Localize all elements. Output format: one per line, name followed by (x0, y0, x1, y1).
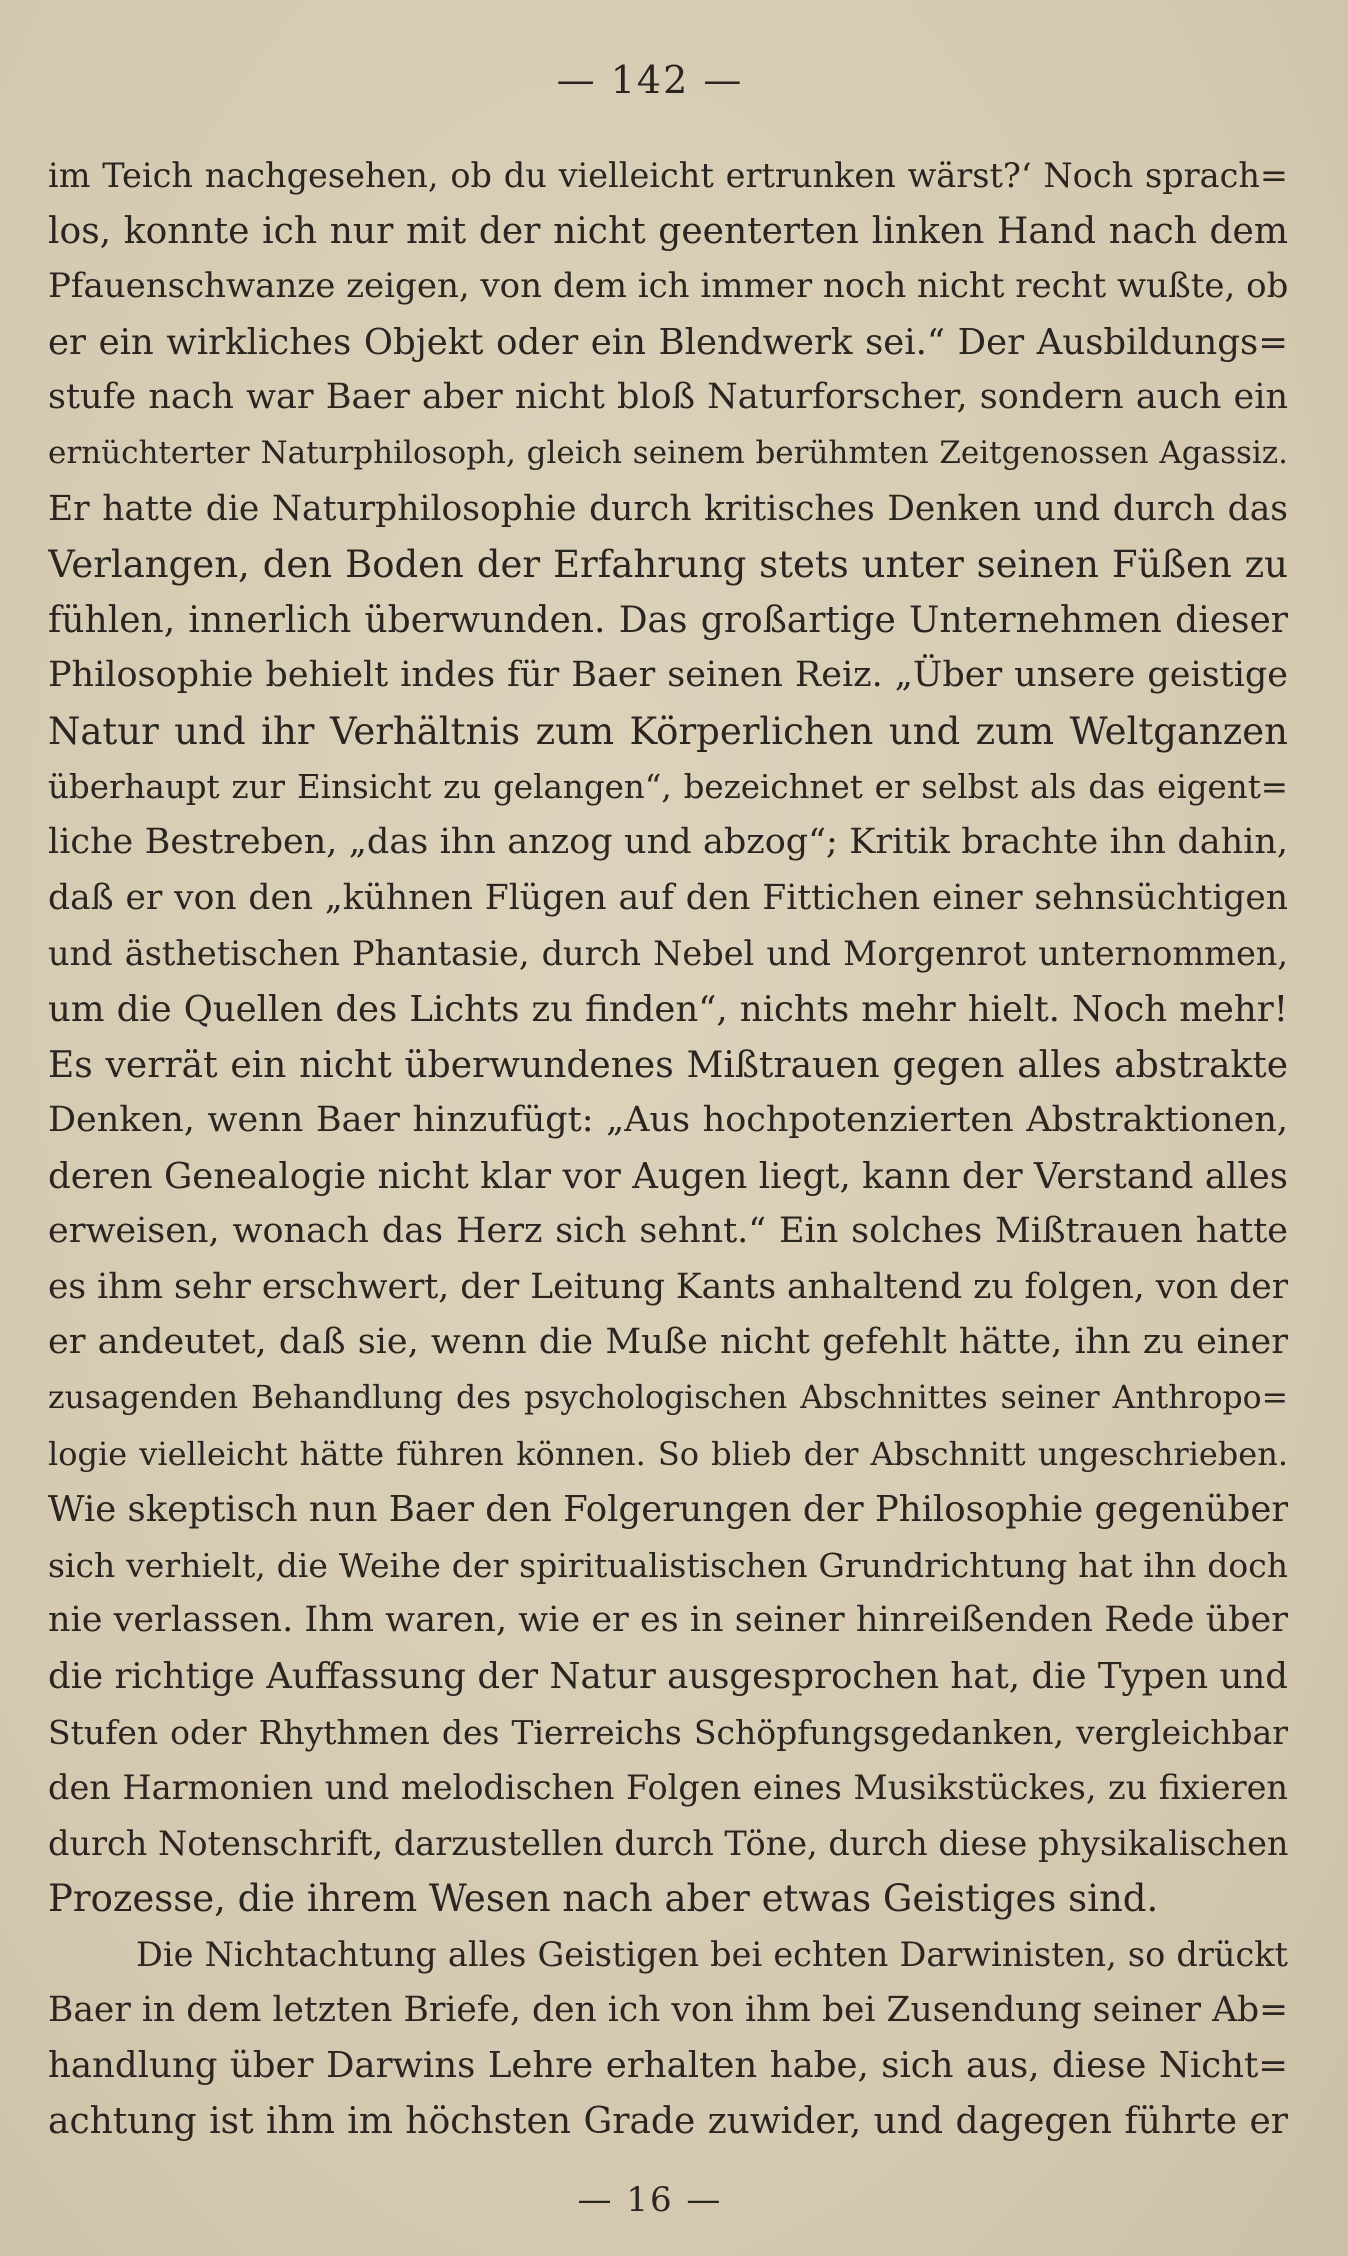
text-line: und ästhetischen Phantasie, durch Nebel und Morgenrot unternommen, (48, 934, 1288, 974)
text-line: sich verhielt, die Weihe der spiritualistischen Grundrichtung hat ihn doch (48, 1545, 1288, 1585)
text-line: es ihm sehr erschwert, der Leitung Kants anhaltend zu folgen, von der (48, 1266, 1288, 1307)
text-line: Die Nichtachtung alles Geistigen bei echten Darwinisten, so drückt (136, 1935, 1288, 1974)
text-line: daß er von den „kühnen Flügen auf den Fittichen einer sehnsüchtigen (48, 877, 1288, 918)
text-line: stufe nach war Baer aber nicht bloß Naturforscher, sondern auch ein (48, 377, 1288, 418)
text-line: nie verlassen. Ihm waren, wie er es in seiner hinreißenden Rede über (48, 1600, 1288, 1641)
text-line: im Teich nachgesehen, ob du vielleicht ertrunken wärst?‘ Noch sprach= (48, 156, 1288, 195)
text-line: um die Quellen des Lichts zu finden“, nichts mehr hielt. Noch mehr! (48, 988, 1288, 1030)
text-line: Er hatte die Naturphilosophie durch kritisches Denken und durch das (48, 488, 1288, 529)
text-line: erweisen, wonach das Herz sich sehnt.“ Ein solches Mißtrauen hatte (48, 1211, 1288, 1252)
page-number: — 142 — (556, 58, 744, 102)
text-line: Verlangen, den Boden der Erfahrung stets unter seinen Füßen zu (48, 543, 1288, 587)
text-line: fühlen, innerlich überwunden. Das großartige Unternehmen dieser (48, 599, 1288, 641)
text-line: die richtige Auffassung der Natur ausgesprochen hat, die Typen und (48, 1656, 1288, 1698)
text-line: Philosophie behielt indes für Baer seinen Reiz. „Über unsere geistige (48, 655, 1288, 696)
text-line: den Harmonien und melodischen Folgen eines Musikstückes, zu fixieren (48, 1768, 1288, 1808)
text-line: Es verrät ein nicht überwundenes Mißtrauen gegen alles abstrakte (48, 1044, 1288, 1086)
text-line: Stufen oder Rhythmen des Tierreichs Schöpfungsgedanken, vergleichbar (48, 1712, 1288, 1752)
text-line: los, konnte ich nur mit der nicht geenterten linken Hand nach dem (48, 210, 1288, 252)
text-line: Natur und ihr Verhältnis zum Körperlichen und zum Weltganzen (48, 709, 1288, 753)
text-line: durch Notenschrift, darzustellen durch Töne, durch diese physikalischen (48, 1823, 1288, 1863)
text-line: Pfauenschwanze zeigen, von dem ich immer noch nicht recht wußte, ob (48, 266, 1288, 307)
text-line: er ein wirkliches Objekt oder ein Blendwerk sei.“ Der Ausbildungs= (48, 321, 1288, 363)
signature-mark: — 16 — (577, 2180, 723, 2220)
text-line: achtung ist ihm im höchsten Grade zuwider, und dagegen führte er (48, 2100, 1288, 2142)
text-line: zusagenden Behandlung des psychologischen Abschnittes seiner Anthropo= (48, 1380, 1288, 1417)
text-line: handlung über Darwins Lehre erhalten habe, sich aus, diese Nicht= (48, 2045, 1288, 2087)
text-line: Denken, wenn Baer hinzufügt: „Aus hochpotenzierten Abstraktionen, (48, 1100, 1288, 1141)
text-line: Wie skeptisch nun Baer den Folgerungen der Philosophie gegenüber (48, 1489, 1288, 1531)
text-line: ernüchterter Naturphilosoph, gleich seinem berühmten Zeitgenossen Agassiz. (48, 434, 1288, 471)
text-line: liche Bestreben, „das ihn anzog und abzog“; Kritik brachte ihn dahin, (48, 822, 1288, 863)
text-line: logie vielleicht hätte führen können. So blieb der Abschnitt ungeschrieben. (48, 1434, 1288, 1473)
text-line: deren Genealogie nicht klar vor Augen liegt, kann der Verstand alles (48, 1155, 1288, 1197)
text-line: Prozesse, die ihrem Wesen nach aber etwas Geistiges sind. (48, 1877, 1159, 1921)
body-text (48, 148, 1288, 2149)
text-line: Baer in dem letzten Briefe, den ich von ihm bei Zusendung seiner Ab= (48, 1989, 1288, 2030)
text-line: überhaupt zur Einsicht zu gelangen“, bezeichnet er selbst als das eigent= (48, 767, 1288, 806)
text-line: er andeutet, daß sie, wenn die Muße nicht gefehlt hätte, ihn zu einer (48, 1322, 1288, 1363)
